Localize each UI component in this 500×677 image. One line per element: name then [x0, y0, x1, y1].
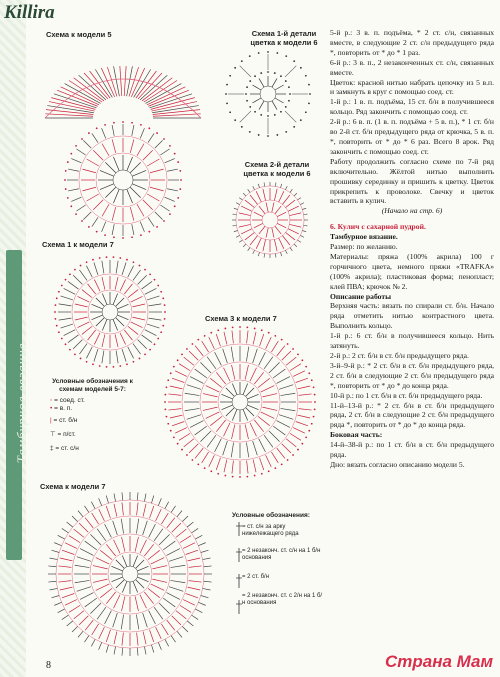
caption-scheme-1-6: Схема 1-й детали цветка к модели 6 — [250, 29, 318, 47]
legend-title: Условные обозначения: — [232, 512, 310, 519]
site-watermark: Страна Мам — [385, 652, 494, 671]
page-number: 8 — [46, 660, 51, 671]
text-bottom: Дно: вязать согласно описанию модели 5. — [330, 459, 465, 469]
caption-scheme-3-7: Схема 3 к модели 7 — [205, 314, 277, 323]
crochet-diagram-model-5 — [38, 40, 208, 240]
crochet-diagram-1-model-7 — [45, 250, 175, 375]
caption-scheme-1-7: Схема 1 к модели 7 — [42, 240, 114, 249]
crochet-diagram-flower-part-2 — [220, 180, 320, 260]
legend-item: ⊤ = п/ст. — [50, 431, 76, 438]
legend-models-5-7 — [40, 378, 145, 453]
text-r3-9: 3-й–9-й р.: * 2 ст. б/н в ст. б/н предыдущего ряда, 2 ст. б/н в следующие 2 ст. б/н предыдущего ряда *, повторить от * до * до конца ряда. — [330, 360, 494, 390]
legend-item: = 2 незаконч. ст. с 2/н на 1 б/н основания — [242, 593, 323, 606]
text-r10: 10-й р.: по 1 ст. б/н в ст. б/н предыдущего ряда. — [330, 390, 483, 400]
text-row-5: 5-й р.: 3 в. п. подъёма, * 2 ст. с/н, связанных вместе, в следующие 2 ст. с/н предыдущего ряда *, повторить от * до * 1 раз. — [330, 28, 494, 57]
magazine-logo: Killira — [4, 2, 55, 23]
legend-symbol-glyphs — [233, 520, 245, 620]
legend-item: • = в. п. — [50, 405, 73, 412]
caption-scheme-2-6: Схема 2-й детали цветка к модели 6 — [243, 160, 311, 178]
section-heading: 6. Кулич с сахарной пудрой. — [330, 222, 426, 232]
text-size: Размер: по желанию. — [330, 242, 398, 252]
instructions-column — [330, 28, 494, 470]
work-description-heading: Описание работы — [330, 291, 392, 301]
text-flower: Цветок: красной нитью набрать цепочку из 5 в.п. и замкнуть в круг с помощью соед. ст. — [330, 77, 494, 97]
text-continue: Работу продолжить согласно схеме по 7-й ряд включительно. Жёлтой нитью выполнить прошивку серединку и пришить к цветку. Цветок прикрепить к проволоке. Свечку и цветок вставить в кулич. — [330, 156, 494, 206]
section-subheading: Тамбурное вязание. — [330, 232, 398, 242]
crochet-diagram-model-7 — [34, 490, 230, 660]
text-top: Верхняя часть: вязать по спирали ст. б/н. Начало ряда отметить нитью контрастного цвета. Выполнить кольцо. — [330, 301, 494, 331]
text-flower-row-2: 2-й р.: 6 в. п. (1 в. п. подъёма + 5 в. п.), * 1 ст. б/н во 2-й ст. б/н предыдущего ряда от крючка, 5 в. п. *, повторить от * до * 6 раз. Всего 8 арок. Ряд закончить с помощью соед. ст. — [330, 117, 494, 156]
text-r1: 1-й р.: 6 ст. б/н в получившееся кольцо. Нить затянуть. — [330, 331, 494, 351]
text-row-6: 6-й р.: 3 в. п., 2 незаконченных ст. с/н, связанных вместе. — [330, 57, 494, 77]
legend-item: | = ст. б/н — [50, 417, 78, 424]
legend-title: Условные обозначения к схемам моделей 5-7: — [52, 378, 133, 393]
side-title: Тамбурное вязание — [14, 342, 29, 464]
caption-scheme-5: Схема к модели 5 — [46, 30, 112, 39]
text-start-note: (Начало на стр. 6) — [381, 206, 443, 216]
side-part-heading: Боковая часть: — [330, 430, 383, 440]
text-flower-row-1: 1-й р.: 1 в. п. подъёма, 15 ст. б/н в получившееся кольцо. Ряд закончить с помощью соед. ст. — [330, 97, 494, 117]
caption-scheme-7: Схема к модели 7 — [40, 482, 106, 491]
text-r2: 2-й р.: 2 ст. б/н в ст. б/н предыдущего ряда. — [330, 351, 469, 360]
legend-item: ‡ = ст. с/н — [50, 445, 79, 452]
crochet-diagram-flower-part-1 — [218, 44, 318, 144]
text-r11-13: 11-й–13-й р.: * 2 ст. б/н в ст. б/н предыдущего ряда, 2 ст. б/н в следующие 2 ст. б/н предыдущего ряда *, повторить от * до * до конца ряда. — [330, 400, 494, 430]
legend-symbols — [232, 512, 324, 607]
legend-item: = 2 ст. б/н — [242, 574, 270, 580]
legend-item: ◦ = соед. ст. — [50, 397, 85, 404]
text-r14-38: 14-й–38-й р.: по 1 ст. б/н в ст. б/н предыдущего ряда. — [330, 440, 494, 460]
crochet-diagram-3-model-7 — [158, 322, 322, 482]
legend-item: = ст. с/н за арку нижележащего ряда — [242, 524, 299, 537]
legend-item: = 2 незаконч. ст. с/н на 1 б/н основания — [242, 548, 321, 561]
text-materials: Материалы: пряжа (100% акрила) 100 г горчичного цвета, немного пряжи «TRAFKA» (100% акрила); пластиковая форма; пенопласт; клей ПВА; крючок № 2. — [330, 251, 494, 291]
